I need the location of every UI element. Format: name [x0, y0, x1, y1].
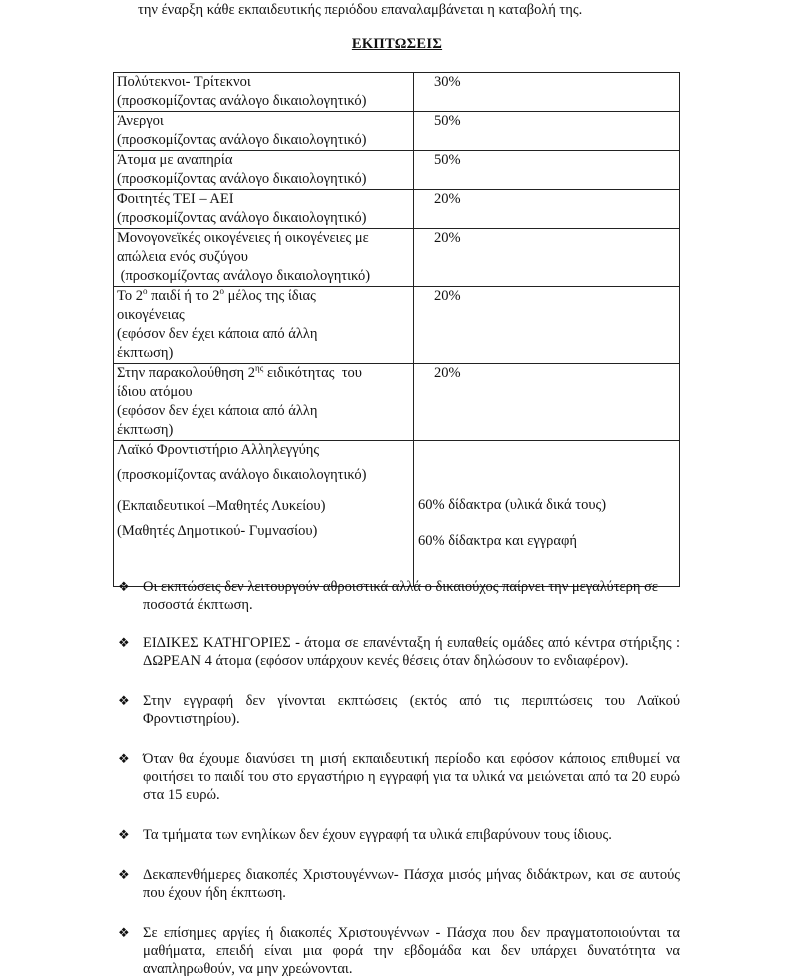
table-row — [114, 112, 680, 151]
category-name — [117, 364, 409, 383]
category-name: Πολύτεκνοι- Τρίτεκνοι — [117, 74, 251, 90]
diamond-bullet-icon: ❖ — [118, 925, 130, 940]
diamond-bullet-icon: ❖ — [118, 827, 130, 842]
category-note-cont: έκπτωση) — [117, 422, 174, 438]
category-note-cont: έκπτωση) — [117, 345, 174, 361]
table-row — [114, 190, 680, 229]
discount-value: 20% — [414, 287, 680, 364]
list-item — [118, 866, 680, 902]
table-row — [114, 364, 680, 441]
category-cell — [114, 112, 414, 151]
list-item — [118, 924, 680, 978]
laiko-value-1: 60% δίδακτρα (υλικά δικά τους) — [418, 497, 607, 513]
category-cell — [114, 151, 414, 190]
text-part: Στην παρακολούθηση 2 — [117, 365, 256, 381]
discount-value: 20% — [414, 190, 680, 229]
discount-value: 20% — [414, 364, 680, 441]
diamond-bullet-icon: ❖ — [118, 867, 130, 882]
category-name-cont: οικογένειας — [117, 307, 185, 323]
laiko-value-2: 60% δίδακτρα και εγγραφή — [418, 533, 577, 549]
category-cell — [114, 229, 414, 287]
table-row — [114, 73, 680, 112]
discount-value: 30% — [414, 73, 680, 112]
category-name: Φοιτητές ΤΕΙ – ΑΕΙ — [117, 191, 234, 207]
discount-value: 50% — [414, 112, 680, 151]
list-item — [118, 634, 680, 670]
category-cell — [114, 287, 414, 364]
laiko-doc-note: (προσκομίζοντας ανάλογο δικαιολογητικό) — [117, 467, 367, 483]
laiko-category-1: (Εκπαιδευτικοί –Μαθητές Λυκείου) — [117, 498, 326, 514]
category-cell — [114, 364, 414, 441]
top-text-line: την έναρξη κάθε εκπαιδευτικής περιόδου επαναλαμβάνεται η καταβολή της. — [138, 2, 583, 18]
category-name: Μονογονεϊκές οικογένειες ή οικογένειες με — [117, 230, 369, 246]
note-text: Όταν θα έχουμε διανύσει τη μισή εκπαιδευτική περίοδο και εφόσον κάποιος επιθυμεί να φοιτήσει το παιδί του στο εργαστήριο η εγγραφή για τα υλικά να μειώνεται από τα 20 ευρώ στα 15 ευρώ. — [143, 751, 680, 803]
diamond-bullet-icon: ❖ — [118, 635, 130, 650]
note-text: Σε επίσημες αργίες ή διακοπές Χριστουγέννων - Πάσχα που δεν πραγματοποιούνται τα μαθήματα, επειδή είναι μια φορά την εβδομάδα και δεν υπάρχει δυνατότητα να αναπληρωθούν, να μην χρεώνονται. — [143, 925, 680, 977]
text-part: Το 2 — [117, 288, 143, 304]
category-name: Άτομα με αναπηρία — [117, 152, 233, 168]
category-name-cont: απώλεια ενός συζύγου — [117, 249, 248, 265]
discounts-heading: ΕΚΠΤΩΣΕΙΣ — [351, 36, 443, 52]
category-note: (προσκομίζοντας ανάλογο δικαιολογητικό) — [117, 171, 367, 187]
text-part: μέλος της ίδιας — [223, 288, 316, 304]
discount-value: 50% — [414, 151, 680, 190]
category-note: (προσκομίζοντας ανάλογο δικαιολογητικό) — [117, 210, 367, 226]
text-part: παιδί ή το 2 — [147, 288, 220, 304]
category-name-cont: ίδιου ατόμου — [117, 384, 193, 400]
category-note: (προσκομίζοντας ανάλογο δικαιολογητικό) — [117, 268, 371, 284]
table-row-laiko — [114, 441, 680, 587]
discount-value: 20% — [414, 229, 680, 287]
category-note: (προσκομίζοντας ανάλογο δικαιολογητικό) — [117, 132, 367, 148]
text-part: ειδικότητας του — [263, 365, 362, 381]
laiko-title: Λαϊκό Φροντιστήριο Αλληλεγγύης — [117, 442, 320, 458]
category-note: (προσκομίζοντας ανάλογο δικαιολογητικό) — [117, 93, 367, 109]
category-name: Άνεργοι — [117, 113, 164, 129]
discounts-table — [113, 72, 680, 587]
category-name — [117, 287, 409, 306]
note-text: Δεκαπενθήμερες διακοπές Χριστουγέννων- Πάσχα μισός μήνας διδάκτρων, και σε αυτούς που έχουν ήδη έκπτωση. — [143, 867, 680, 901]
list-item — [118, 692, 680, 728]
note-text: Τα τμήματα των ενηλίκων δεν έχουν εγγραφή τα υλικά επιβαρύνουν τους ίδιους. — [143, 827, 612, 843]
diamond-bullet-icon: ❖ — [118, 579, 130, 594]
table-row — [114, 229, 680, 287]
category-cell — [114, 441, 414, 587]
category-note: (εφόσον δεν έχει κάποια από άλλη — [117, 403, 318, 419]
category-cell — [114, 73, 414, 112]
note-text: ΕΙΔΙΚΕΣ ΚΑΤΗΓΟΡΙΕΣ - άτομα σε επανένταξη ή ευπαθείς ομάδες από κέντρα στήριξης : ΔΩΡΕΑΝ 4 άτομα (εφόσον υπάρχουν κενές θέσεις όταν δηλώσουν το ενδιαφέρον). — [143, 635, 680, 669]
laiko-values-cell — [414, 441, 680, 587]
laiko-category-2: (Μαθητές Δημοτικού- Γυμνασίου) — [117, 523, 318, 539]
list-item — [118, 578, 680, 614]
superscript: ης — [255, 363, 264, 374]
list-item — [118, 826, 680, 844]
diamond-bullet-icon: ❖ — [118, 693, 130, 708]
category-cell — [114, 190, 414, 229]
note-text: Στην εγγραφή δεν γίνονται εκπτώσεις (εκτός από τις περιπτώσεις του Λαϊκού Φροντιστηρίου). — [143, 693, 680, 727]
diamond-bullet-icon: ❖ — [118, 751, 130, 766]
superscript: ο — [142, 286, 148, 297]
table-row — [114, 151, 680, 190]
table-row — [114, 287, 680, 364]
note-text: Οι εκπτώσεις δεν λειτουργούν αθροιστικά αλλά ο δικαιούχος παίρνει την μεγαλύτερη σε ποσοστά έκπτωση. — [143, 579, 658, 613]
category-note: (εφόσον δεν έχει κάποια από άλλη — [117, 326, 318, 342]
list-item — [118, 750, 680, 804]
notes-list — [118, 574, 680, 978]
superscript: ο — [219, 286, 224, 297]
